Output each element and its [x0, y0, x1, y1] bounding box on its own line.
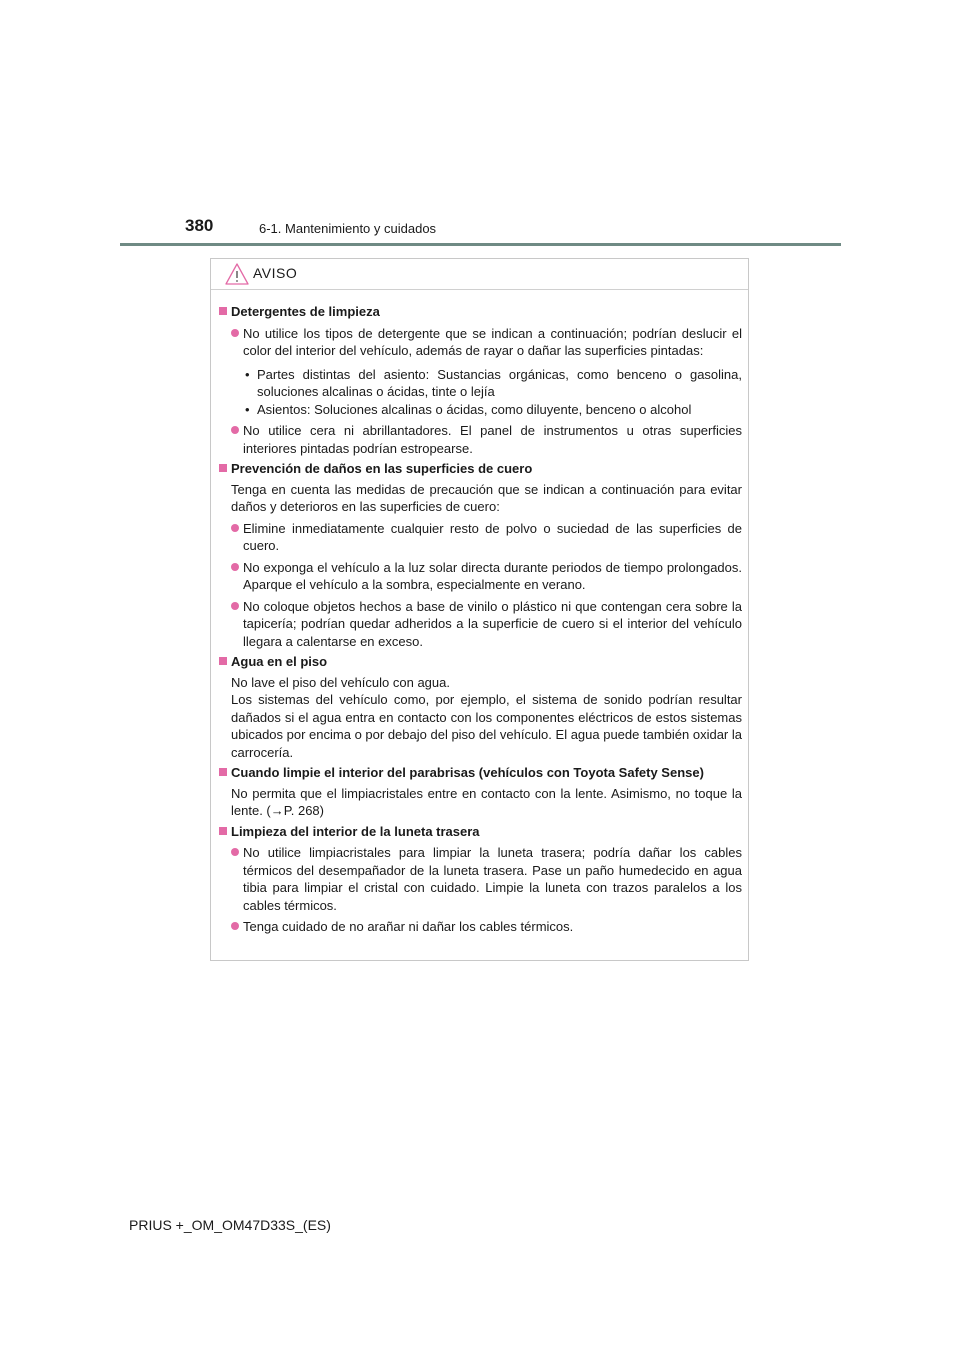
sub-item: • Partes distintas del asiento: Sustancias orgánicas, como benceno o gasolina, soluciones alcalinas o ácidas, tinte o lejía	[245, 366, 742, 399]
square-bullet-icon	[219, 827, 227, 835]
paragraph: Tenga en cuenta las medidas de precaución que se indican a continuación para evitar daños y deterioros en las superficies de cuero:	[231, 481, 742, 514]
warning-title: AVISO	[253, 265, 298, 281]
round-bullet-icon	[231, 848, 239, 856]
warning-box	[210, 258, 749, 961]
bullet-item: No coloque objetos hechos a base de vinilo o plástico ni que contengan cera sobre la tapicería; podrían quedar adheridos a la superficie de cuero si el interior del vehículo llegara a calentarse en exceso.	[219, 598, 742, 651]
bullet-item: No utilice limpiacristales para limpiar la luneta trasera; podría dañar los cables térmicos del desempañador de la luneta trasera. Pase un paño humedecido en agua tibia para limpiar el cristal con cuidado. Limpie la luneta con trazos paralelos a los cables térmicos.	[219, 844, 742, 914]
square-bullet-icon	[219, 768, 227, 776]
bullet-item: No utilice cera ni abrillantadores. El panel de instrumentos u otras superficies interiores pintadas podrían estropearse.	[219, 422, 742, 457]
section-heading: Limpieza del interior de la luneta trasera	[219, 823, 742, 841]
bullet-item: Elimine inmediatamente cualquier resto de polvo o suciedad de las superficies de cuero.	[219, 520, 742, 555]
bullet-item: No utilice los tipos de detergente que se indican a continuación; podrían deslucir el color del interior del vehículo, además de rayar o dañar las superficies pintadas:	[219, 325, 742, 360]
bullet-item: No exponga el vehículo a la luz solar directa durante periodos de tiempo prolongados. Aparque el vehículo a la sombra, especialmente en verano.	[219, 559, 742, 594]
page-number: 380	[185, 216, 214, 235]
warning-triangle-icon	[225, 263, 249, 285]
paragraph: Los sistemas del vehículo como, por ejemplo, el sistema de sonido podrían resultar dañados si el agua entra en contacto con los componentes eléctricos de estos sistemas ubicados por encima o por debajo del piso del vehículo. El agua puede también oxidar la carrocería.	[231, 692, 742, 760]
sub-item: • Asientos: Soluciones alcalinas o ácidas, como diluyente, benceno o alcohol	[245, 401, 692, 417]
square-bullet-icon	[219, 307, 227, 315]
section-title: 6-1. Mantenimiento y cuidados	[259, 221, 437, 236]
header-rule	[120, 243, 841, 246]
paragraph: No lave el piso del vehículo con agua.	[231, 674, 450, 690]
round-bullet-icon	[231, 524, 239, 532]
bullet-item: Tenga cuidado de no arañar ni dañar los cables térmicos.	[219, 918, 742, 936]
document-code: PRIUS +_OM_OM47D33S_(ES)	[129, 1217, 331, 1233]
round-bullet-icon	[231, 426, 239, 434]
round-bullet-icon	[231, 563, 239, 571]
square-bullet-icon	[219, 657, 227, 665]
section-heading: Agua en el piso	[219, 653, 742, 671]
section-heading: Cuando limpie el interior del parabrisas (vehículos con Toyota Safety Sense)	[219, 764, 742, 782]
section-heading: Prevención de daños en las superficies de cuero	[219, 460, 742, 478]
warning-content	[211, 290, 748, 936]
warning-header	[211, 259, 748, 290]
round-bullet-icon	[231, 602, 239, 610]
round-bullet-icon	[231, 922, 239, 930]
paragraph: No permita que el limpiacristales entre en contacto con la lente. Asimismo, no toque la lente. (→P. 268)	[231, 785, 742, 818]
square-bullet-icon	[219, 464, 227, 472]
section-heading: Detergentes de limpieza	[219, 303, 742, 321]
round-bullet-icon	[231, 329, 239, 337]
